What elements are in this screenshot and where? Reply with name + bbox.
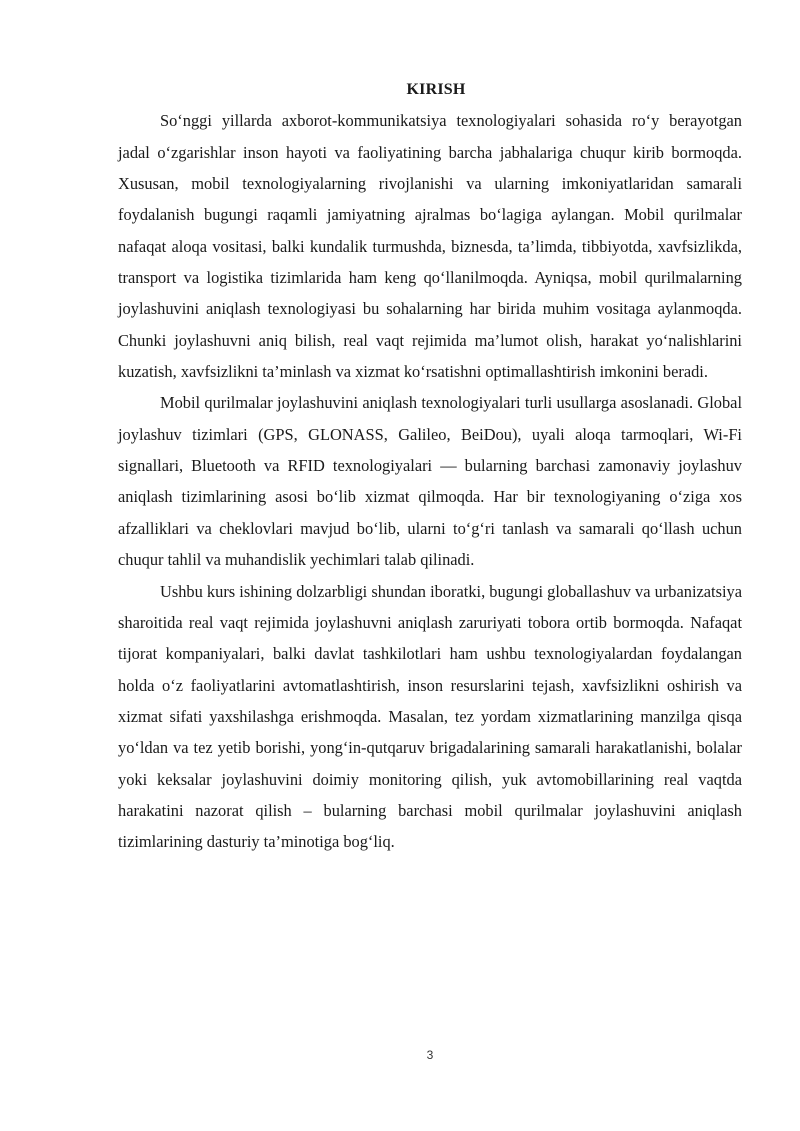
paragraph-technologies: Mobil qurilmalar joylashuvini aniqlash texnologiyalari turli usullarga asoslanadi. Global joylashuv tizimlari (GPS, GLONASS, Galileo, BeiDou), uyali aloqa tarmoqlari, Wi-Fi signallari, Bluetooth va RFID texnologiyalari — bularning barchasi zamonaviy joylashuv aniqlash tizimlarining asosi bo‘lib xizmat qilmoqda. Har bir texnologiyaning o‘ziga xos afzalliklari va cheklovlari mavjud bo‘lib, ularni to‘g‘ri tanlash va samarali qo‘llash uchun chuqur tahlil va muhandislik yechimlari talab qilinadi. xyxy=(118,393,742,570)
page-number: 3 xyxy=(426,1048,434,1062)
paragraph-relevance: Ushbu kurs ishining dolzarbligi shundan iboratki, bugungi globallashuv va urbanizatsiya sharoitida real vaqt rejimida joylashuvni aniqlash zaruriyati tobora ortib bormoqda. Nafaqat tijorat kompaniyalari, balki davlat tashkilotlari ham ushbu texnologiyalardan foydalangan holda o‘z faoliyatlarini avtomatlashtirish, inson resurslarini tejash, xavfsizlikni oshirish va xizmat sifati yaxshilashga erishmoqda. Masalan, tez yordam xizmatlarining manzilga qisqa yo‘ldan va tez yetib borishi, yong‘in-qutqaruv brigadalarining samarali harakatlanishi, bolalar yoki keksalar joylashuvini doimiy monitoring qilish, yuk avtomobillarining real vaqtda harakatini nazorat qilish – bularning barchasi mobil qurilmalar joylashuvini aniqlash tizimlarining dasturiy ta’minotiga bog‘liq. xyxy=(118,581,742,852)
section-heading: KIRISH xyxy=(406,81,466,98)
page-body xyxy=(118,74,742,858)
paragraph-intro: So‘nggi yillarda axborot-kommunikatsiya texnologiyalari sohasida ro‘y berayotgan jadal o‘zgarishlar inson hayoti va faoliyatining barcha jabhalariga chuqur kirib bormoqda. Xususan, mobil texnologiyalarning rivojlanishi va ularning imkoniyatlaridan samarali foydalanish bugungi raqamli jamiyatning ajralmas bo‘lagiga aylangan. Mobil qurilmalar nafaqat aloqa vositasi, balki kundalik turmushda, biznesda, ta’limda, tibbiyotda, xavfsizlikda, transport va logistika tizimlarida ham keng qo‘llanilmoqda. Ayniqsa, mobil qurilmalarning joylashuvini aniqlash texnologiyasi bu sohalarning har birida muhim vositaga aylanmoqda. Chunki joylashuvni aniq bilish, real vaqt rejimida ma’lumot olish, harakat yo‘nalishlarini kuzatish, xavfsizlikni ta’minlash va xizmat ko‘rsatishni optimallashtirish imkonini beradi. xyxy=(118,111,742,382)
